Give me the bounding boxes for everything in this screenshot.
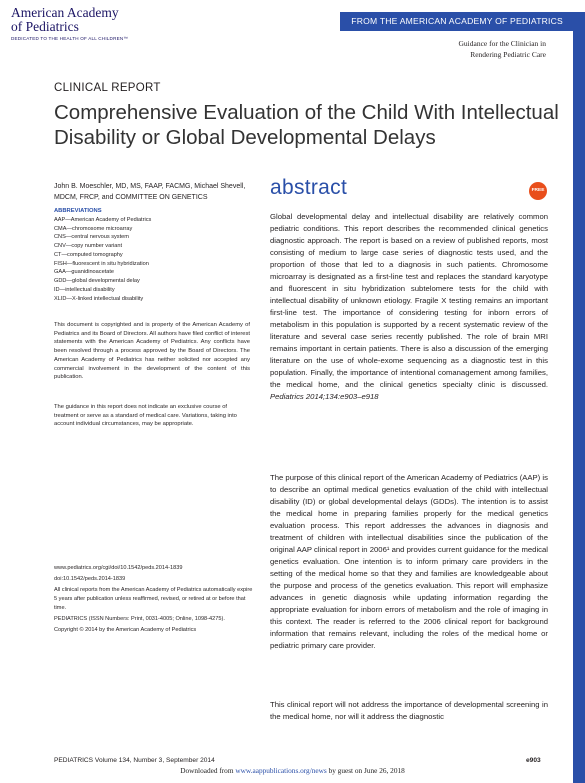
banner-text: FROM THE AMERICAN ACADEMY OF PEDIATRICS [351,16,563,26]
article-url[interactable]: www.pediatrics.org/cgi/doi/10.1542/peds.2014-1839 [54,565,183,571]
abbreviation-item: GAA—guanidinoacetate [54,269,115,276]
copyright-notice: This document is copyrighted and is property of the American Academy of Pediatrics and its Board of Directors. All authors have filed conflict of interest statements with the American Academy of Pediatrics. Any conflicts have been resolved through a process approved by the Board of Directors. The American Academy of Pediatrics has neither solicited nor accepted any commercial involvement in the development of the content of this publication. [54,322,250,381]
guidance-disclaimer: The guidance in this report does not indicate an exclusive course of treatment or serve as a standard of medical care. Variations, taking into account individual circumstances, may be appropriate. [54,404,237,428]
logo-line-1: American Academy [11,5,119,20]
article-doi: doi:10.1542/peds.2014-1839 [54,576,126,583]
guidance-note [380,39,546,60]
copyright-line: Copyright © 2014 by the American Academy of Pediatrics [54,627,197,634]
abbreviation-item: AAP—American Academy of Pediatrics [54,216,152,223]
journal-footer: PEDIATRICS Volume 134, Number 3, September 2014 [54,757,215,764]
body-paragraph: The purpose of this clinical report of the American Academy of Pediatrics (AAP) is to describe an optimal medical genetics evaluation of the child with intellectual disability (ID) or global developmental delays (GDDs). The intention is to assist the medical home in preparing families properly for the medical genetics evaluation process. This report addresses the advances in diagnosis and treatment of children with intellectual disabilities since the publication of the original AAP clinical report in 2006¹ and provides current guidance for the medical genetics evaluation. One intention is to inform primary care providers in the setting of the medical home so that they and families are knowledgeable about the purpose and process of the genetics evaluation. This report will emphasize advances in genetic diagnosis while updating information regarding the appropriate evaluation for inborn errors of metabolism and the role of imaging in this context. The reader is referred to the 2006 clinical report for background information that remains relevant, including the roles of the medical home or pediatric primary care provider. [270,473,548,650]
right-edge-bar [573,12,585,783]
abbreviation-item: CNV—copy number variant [54,243,123,249]
logo-tagline: DEDICATED TO THE HEALTH OF ALL CHILDREN™ [11,36,129,41]
author-list: John B. Moeschler, MD, MS, FAAP, FACMG, Michael Shevell, MDCM, FRCP, and COMMITTEE ON GENETICS [54,183,246,201]
page-number: e903 [526,757,541,764]
abstract-text [270,211,548,403]
abbreviation-item: CNS—central nervous system [54,234,129,241]
abbreviations-box [54,207,254,303]
abstract-citation: Pediatrics 2014;134:e903–e918 [270,392,379,401]
body-paragraph: This clinical report will not address the importance of developmental screening in the medical home, nor will it address the diagnostic [270,700,548,721]
article-title: Comprehensive Evaluation of the Child With Intellectual Disability or Global Developmental Delays [54,101,559,149]
abbreviation-item: XLID—X-linked intellectual disability [54,295,144,302]
download-prefix: Downloaded from [180,766,234,775]
free-badge: FREE [529,182,547,200]
download-suffix: by guest on June 26, 2018 [328,766,405,775]
section-label: CLINICAL REPORT [54,82,161,94]
abstract-body: Global developmental delay and intellectual disability are relatively common pediatric conditions. This report describes the recommended clinical genetics diagnostic approach. The report is based on a review of published reports, most consisting of medium to large case series of diagnostic tests used, and the proportion of those that led to a diagnosis in such patients. Chromosome microarray is designated as a first-line test and replaces the standard karyotype and fluorescent in situ hybridization subtelomere tests for the child with intellectual disability of unknown etiology. Fragile X testing remains an important first-line test. The importance of considering testing for inborn errors of metabolism in this population is supported by a recent systematic review of the literature and several case series recently published. The role of brain MRI remains important in certain patients. There is also a discussion of the emerging literature on the use of whole-exome sequencing as a diagnostic test in this population. Finally, the importance of intentional comanagement among families, the medical home, and the clinical genetics specialty clinic is discussed. [270,212,548,389]
header-banner [340,12,585,31]
abbreviation-item: ID—intellectual disability [54,286,115,293]
aap-logo [11,6,129,41]
abbreviation-item: FISH—fluorescent in situ hybridization [54,260,149,267]
publication-info [54,564,254,637]
abbreviations-heading: ABBREVIATIONS [54,208,102,214]
download-link[interactable]: www.aappublications.org/news [235,766,327,775]
abbreviation-item: CT—computed tomography [54,251,123,258]
logo-line-2: of Pediatrics [11,19,79,34]
abstract-heading: abstract [270,176,348,199]
download-notice [0,766,585,775]
expiry-notice: All clinical reports from the American Academy of Pediatrics automatically expire 5 years after publication unless reaffirmed, revised, or retired at or before that time. [54,587,253,611]
abbreviation-item: GDD—global developmental delay [54,278,140,284]
abbreviation-item: CMA—chromosome microarray [54,225,133,232]
guidance-line-1: Guidance for the Clinician in [458,39,546,48]
guidance-line-2: Rendering Pediatric Care [470,49,546,59]
issn-line: PEDIATRICS (ISSN Numbers: Print, 0031-4005; Online, 1098-4275). [54,616,225,623]
